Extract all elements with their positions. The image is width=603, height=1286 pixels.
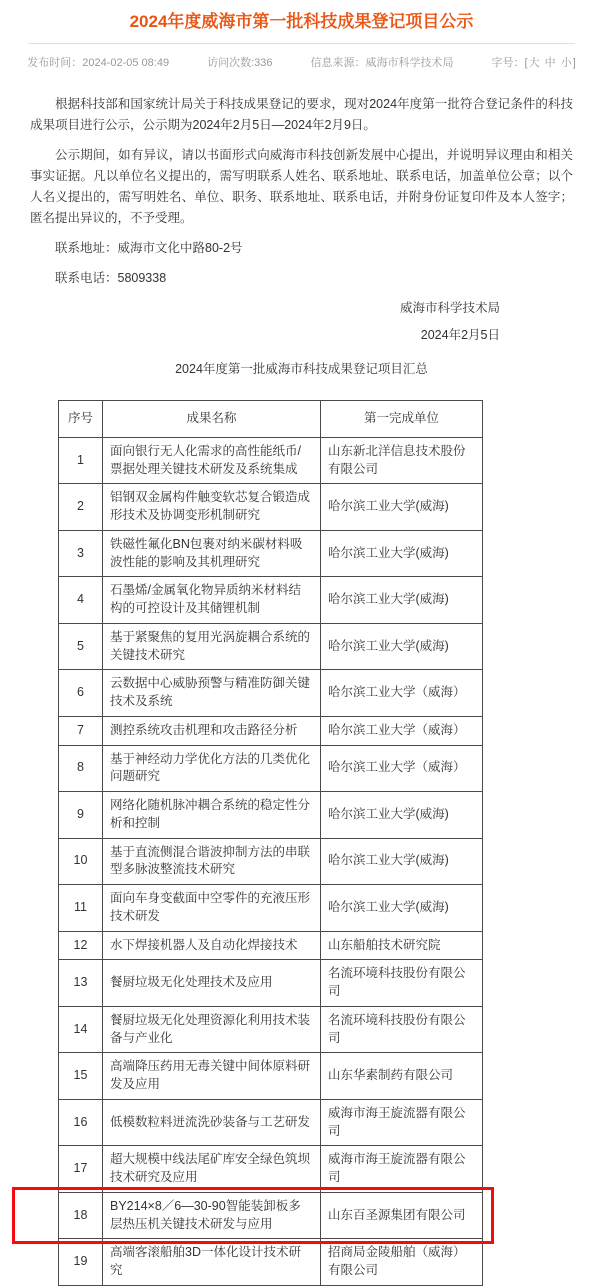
achievement-name-cell: 面向车身变截面中空零件的充液压形技术研发 [103,885,321,932]
font-size-small-button[interactable]: 小 [560,57,572,70]
achievement-name-cell: BY214×8／6—30-90智能装卸板多层热压机关键技术研发与应用 [103,1192,321,1239]
achievement-name-cell: 低模数粒料迸流洗砂装备与工艺研发 [103,1099,321,1146]
row-number-cell: 4 [59,577,103,624]
achievement-name-cell: 网络化随机脉冲耦合系统的稳定性分析和控制 [103,792,321,839]
first-unit-cell: 哈尔滨工业大学（威海） [321,670,483,717]
row-number-cell: 9 [59,792,103,839]
signature-date: 2024年2月5日 [420,328,500,343]
font-size-large-button[interactable]: 大 [528,57,540,70]
row-number-cell: 11 [59,885,103,932]
achievement-name-cell: 铝钢双金属构件触变软芯复合锻造成形技术及协调变形机制研究 [103,484,321,531]
paragraph-intro: 根据科技部和国家统计局关于科技成果登记的要求，现对2024年度第一批符合登记条件的科技成果项目进行公示，公示期为2024年2月5日—2024年2月9日。 [30,97,573,133]
font-size-label: 字号：[ [491,57,528,70]
first-unit-cell: 哈尔滨工业大学(威海) [321,577,483,624]
info-source: 信息来源：威海市科学技术局 [310,57,454,70]
row-number-cell: 8 [59,745,103,792]
table-row [59,623,483,670]
achievement-name-cell: 云数据中心威胁预警与精准防御关键技术及系统 [103,670,321,717]
first-unit-cell: 哈尔滨工业大学(威海) [321,530,483,577]
table-row [59,1099,483,1146]
table-row [59,670,483,717]
header-achievement-name: 成果名称 [103,401,321,438]
font-size-medium-button[interactable]: 中 [544,57,556,70]
row-number-cell: 13 [59,960,103,1007]
table-row [59,1146,483,1193]
achievement-name-cell: 铁磁性氟化BN包裹对纳米碳材料吸波性能的影响及其机理研究 [103,530,321,577]
achievement-name-cell: 水下焊接机器人及自动化焊接技术 [103,931,321,960]
first-unit-cell: 威海市海王旋流器有限公司 [321,1146,483,1193]
table-row [59,484,483,531]
table-row [59,1053,483,1100]
row-number-cell: 1 [59,437,103,484]
signature-org: 威海市科学技术局 [399,301,500,316]
table-header-row [59,401,483,438]
row-number-cell: 6 [59,670,103,717]
table-row [59,931,483,960]
row-number-cell: 5 [59,623,103,670]
article-body [30,94,573,380]
first-unit-cell: 哈尔滨工业大学(威海) [321,838,483,885]
table-row [59,885,483,932]
table-row [59,1192,483,1239]
table-row [59,530,483,577]
first-unit-cell: 哈尔滨工业大学(威海) [321,885,483,932]
row-number-cell: 7 [59,716,103,745]
publish-time: 发布时间：2024-02-05 08:49 [27,57,170,70]
signature-block [30,298,573,345]
font-size-control [492,54,576,70]
achievement-name-cell: 石墨烯/金属氧化物异质纳米材料结构的可控设计及其储锂机制 [103,577,321,624]
row-number-cell: 3 [59,530,103,577]
table-row [59,716,483,745]
row-number-cell: 14 [59,1006,103,1053]
achievement-name-cell: 基于直流侧混合谐波抑制方法的串联型多脉波整流技术研究 [103,838,321,885]
row-number-cell: 17 [59,1146,103,1193]
row-number-cell: 18 [59,1192,103,1239]
header-first-unit: 第一完成单位 [321,401,483,438]
first-unit-cell: 哈尔滨工业大学（威海） [321,745,483,792]
table-row [59,437,483,484]
row-number-cell: 15 [59,1053,103,1100]
first-unit-cell: 山东华素制药有限公司 [321,1053,483,1100]
row-number-cell: 2 [59,484,103,531]
achievement-name-cell: 基于紧聚焦的复用光涡旋耦合系统的关键技术研究 [103,623,321,670]
first-unit-cell: 山东船舶技术研究院 [321,931,483,960]
table-title: 2024年度第一批威海市科技成果登记项目汇总 [175,362,428,377]
table-row [59,1006,483,1053]
first-unit-cell: 山东百圣源集团有限公司 [321,1192,483,1239]
page-title: 2024年度威海市第一批科技成果登记项目公示 [129,12,474,31]
table-row [59,960,483,1007]
first-unit-cell: 名流环境科技股份有限公司 [321,1006,483,1053]
achievement-name-cell: 面向银行无人化需求的高性能纸币/票据处理关键技术研发及系统集成 [103,437,321,484]
table-row [59,745,483,792]
achievement-name-cell: 餐厨垃圾无化处理资源化利用技术装备与产业化 [103,1006,321,1053]
results-table-body [59,437,483,1285]
achievement-name-cell: 超大规模中线法尾矿库安全绿色筑坝技术研究及应用 [103,1146,321,1193]
row-number-cell: 12 [59,931,103,960]
first-unit-cell: 哈尔滨工业大学(威海) [321,792,483,839]
visit-count: 访问次数:336 [207,57,273,70]
paragraph-objection: 公示期间，如有异议，请以书面形式向威海市科技创新发展中心提出，并说明异议理由和相关事实证据。凡以单位名义提出的，需写明联系人姓名、联系地址、联系电话，加盖单位公章；以个人名义提出的，需写明姓名、单位、职务、联系地址、联系电话，并附身份证复印件及本人签字；匿名提出异议的，不予受理。 [30,148,573,226]
table-row [59,577,483,624]
table-row [59,1239,483,1286]
first-unit-cell: 哈尔滨工业大学（威海） [321,716,483,745]
first-unit-cell: 哈尔滨工业大学(威海) [321,484,483,531]
contact-address: 联系地址：威海市文化中路80-2号 [55,241,243,256]
table-row [59,838,483,885]
results-table [58,400,483,1286]
first-unit-cell: 山东新北洋信息技术股份有限公司 [321,437,483,484]
achievement-name-cell: 高端客滚船舶3D一体化设计技术研究 [103,1239,321,1286]
achievement-name-cell: 餐厨垃圾无化处理技术及应用 [103,960,321,1007]
meta-bar [27,44,576,78]
row-number-cell: 16 [59,1099,103,1146]
row-number-cell: 19 [59,1239,103,1286]
table-row [59,792,483,839]
results-table-wrap [58,400,482,1286]
header-row-number: 序号 [59,401,103,438]
row-number-cell: 10 [59,838,103,885]
first-unit-cell: 名流环境科技股份有限公司 [321,960,483,1007]
first-unit-cell: 威海市海王旋流器有限公司 [321,1099,483,1146]
achievement-name-cell: 基于神经动力学优化方法的几类优化问题研究 [103,745,321,792]
font-size-bracket-close: ] [572,57,576,70]
first-unit-cell: 招商局金陵船舶（威海）有限公司 [321,1239,483,1286]
achievement-name-cell: 测控系统攻击机理和攻击路径分析 [103,716,321,745]
contact-phone: 联系电话：5809338 [55,271,167,286]
achievement-name-cell: 高端降压药用无毒关键中间体原料研发及应用 [103,1053,321,1100]
first-unit-cell: 哈尔滨工业大学(威海) [321,623,483,670]
